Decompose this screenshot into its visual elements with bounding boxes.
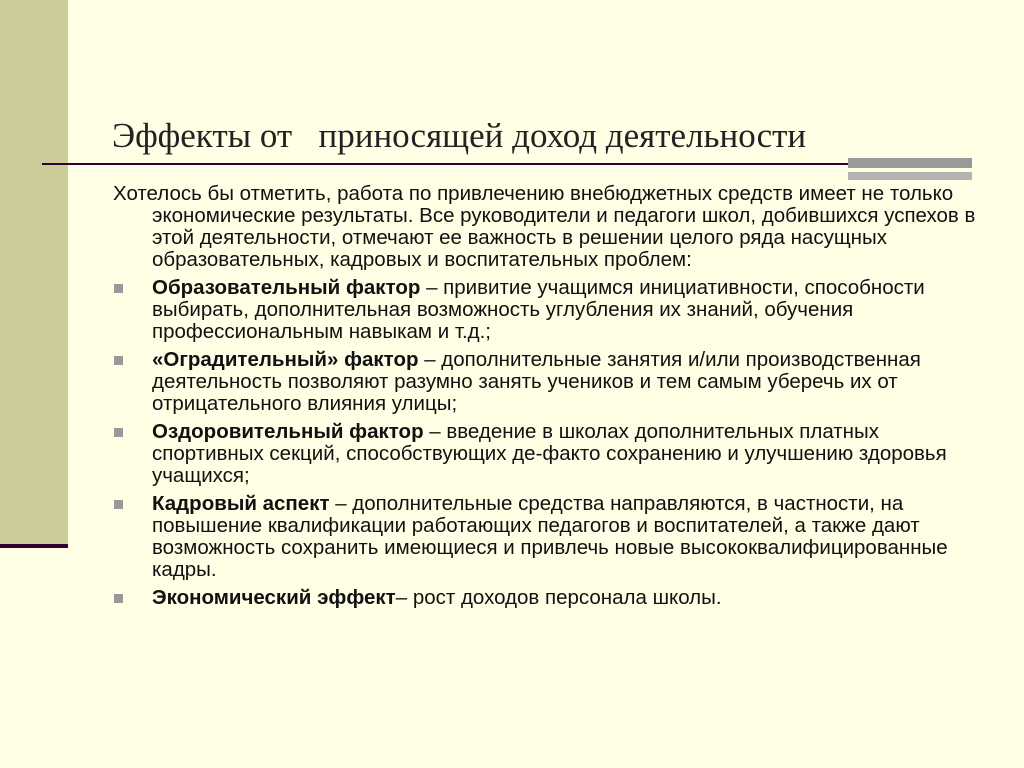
slide-title: Эффекты от приносящей доход деятельности xyxy=(112,116,807,155)
bullet-text: – дополнительные средства направляются, в частности, на повышение квалификации работающих педагогов и воспитателей, а также дают возможность сохранить имеющиеся и привлечь новые высококвалифицированные кадры. xyxy=(152,492,948,581)
bullet-item-protective xyxy=(113,349,993,415)
title-divider xyxy=(42,163,972,165)
intro-paragraph: Хотелось бы отметить, работа по привлечению внебюджетных средств имеет не только экономические результаты. Все руководители и педагоги школ, добившихся успехов в этой деятельности, отмечают ее важность в решении целого ряда насущных образовательных, кадровых и воспитательных проблем: xyxy=(113,182,976,271)
bullet-term: Образовательный фактор xyxy=(152,276,421,299)
bullet-list xyxy=(113,277,993,609)
bullet-term: Экономический эффект xyxy=(152,586,396,609)
title-divider-accent-lower xyxy=(848,172,972,180)
side-accent-underline xyxy=(0,544,68,548)
square-bullet-icon xyxy=(114,428,123,437)
bullet-item-educational xyxy=(113,277,993,343)
bullet-term: Оздоровительный фактор xyxy=(152,420,424,443)
bullet-text: – введение в школах дополнительных платных спортивных секций, способствующих де-факто сохранению и улучшению здоровья учащихся; xyxy=(152,420,947,487)
bullet-text: – привитие учащимся инициативности, способности выбирать, дополнительная возможность углубления их знаний, обучения профессиональным навыкам и т.д.; xyxy=(152,276,925,343)
square-bullet-icon xyxy=(114,500,123,509)
slide-body xyxy=(113,183,993,615)
square-bullet-icon xyxy=(114,356,123,365)
bullet-item-health xyxy=(113,421,993,487)
title-divider-accent xyxy=(848,158,972,168)
bullet-item-staff xyxy=(113,493,993,581)
bullet-text: – рост доходов персонала школы. xyxy=(395,586,722,609)
bullet-item-economic xyxy=(113,587,993,609)
bullet-term: «Оградительный» фактор xyxy=(152,348,419,371)
square-bullet-icon xyxy=(114,284,123,293)
bullet-text: – дополнительные занятия и/или производственная деятельность позволяют разумно занять учеников и тем самым уберечь их от отрицательного влияния улицы; xyxy=(152,348,921,415)
square-bullet-icon xyxy=(114,594,123,603)
side-accent-bar xyxy=(0,0,68,546)
bullet-term: Кадровый аспект xyxy=(152,492,330,515)
